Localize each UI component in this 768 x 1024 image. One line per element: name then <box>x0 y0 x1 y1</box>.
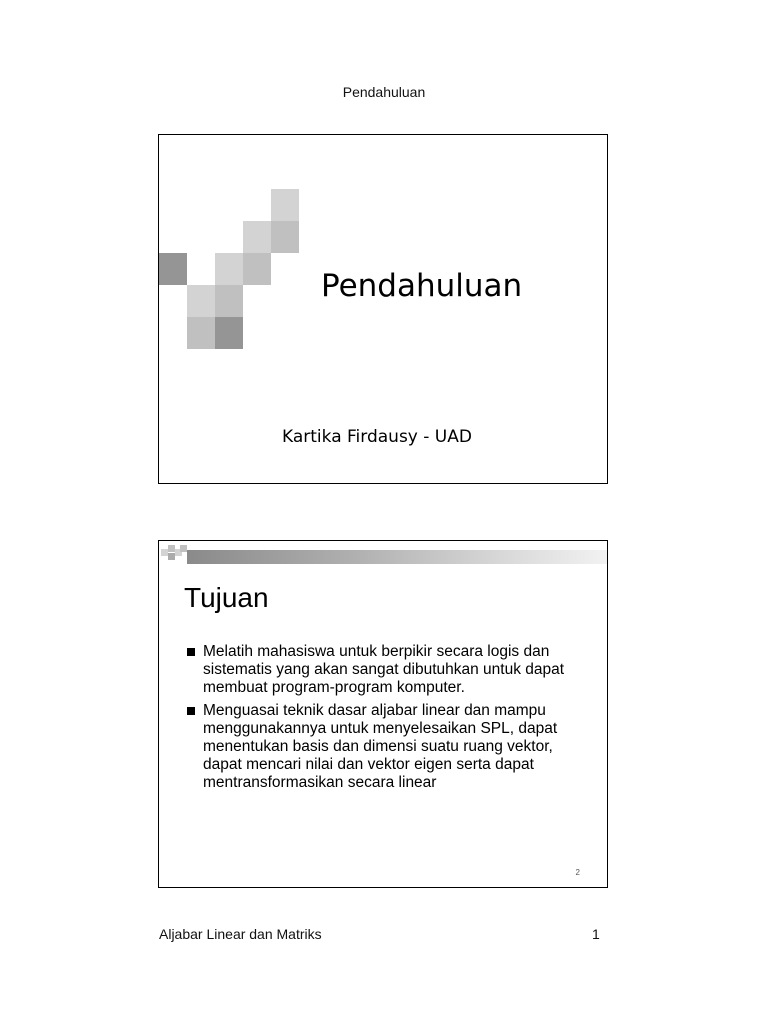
bullet-text: Menguasai teknik dasar aljabar linear dan mampu menggunakannya untuk menyelesaikan SPL, dapat menentukan basis dan dimensi suatu ruang vektor, dapat mencari nilai dan vektor eigen serta dapat mentransformasikan secara linear <box>203 702 558 791</box>
page-header: Pendahuluan <box>342 84 426 100</box>
bar-square <box>180 545 187 552</box>
header-gradient <box>187 550 607 564</box>
slide-title: Pendahuluan <box>321 268 523 304</box>
bar-square <box>168 553 175 560</box>
decor-square <box>243 253 271 285</box>
bullet-item <box>187 702 587 792</box>
footer-course-title: Aljabar Linear dan Matriks <box>159 926 322 942</box>
bullet-list <box>187 643 587 797</box>
decor-square <box>215 317 243 349</box>
header-bar <box>159 545 607 560</box>
slide-heading: Tujuan <box>184 582 269 613</box>
decor-square <box>243 221 271 253</box>
bar-square <box>168 545 175 552</box>
footer-page-number: 1 <box>592 926 600 942</box>
square-bullet-icon <box>187 707 195 715</box>
decor-square <box>187 285 215 317</box>
slide-number: 2 <box>575 868 580 877</box>
bullet-item <box>187 643 587 697</box>
decor-square <box>159 253 187 285</box>
bar-square <box>161 549 168 556</box>
decor-square <box>271 221 299 253</box>
slide-title-card <box>158 134 608 484</box>
square-bullet-icon <box>187 648 195 656</box>
decor-square <box>187 317 215 349</box>
slide-author: Kartika Firdausy - UAD <box>282 427 472 447</box>
decor-square <box>215 253 243 285</box>
decor-square <box>215 285 243 317</box>
bullet-text: Melatih mahasiswa untuk berpikir secara logis dan sistematis yang akan sangat dibutuhkan untuk dapat membuat program-program komputer. <box>203 643 565 696</box>
slide-objectives <box>158 540 608 888</box>
decor-square <box>271 189 299 221</box>
